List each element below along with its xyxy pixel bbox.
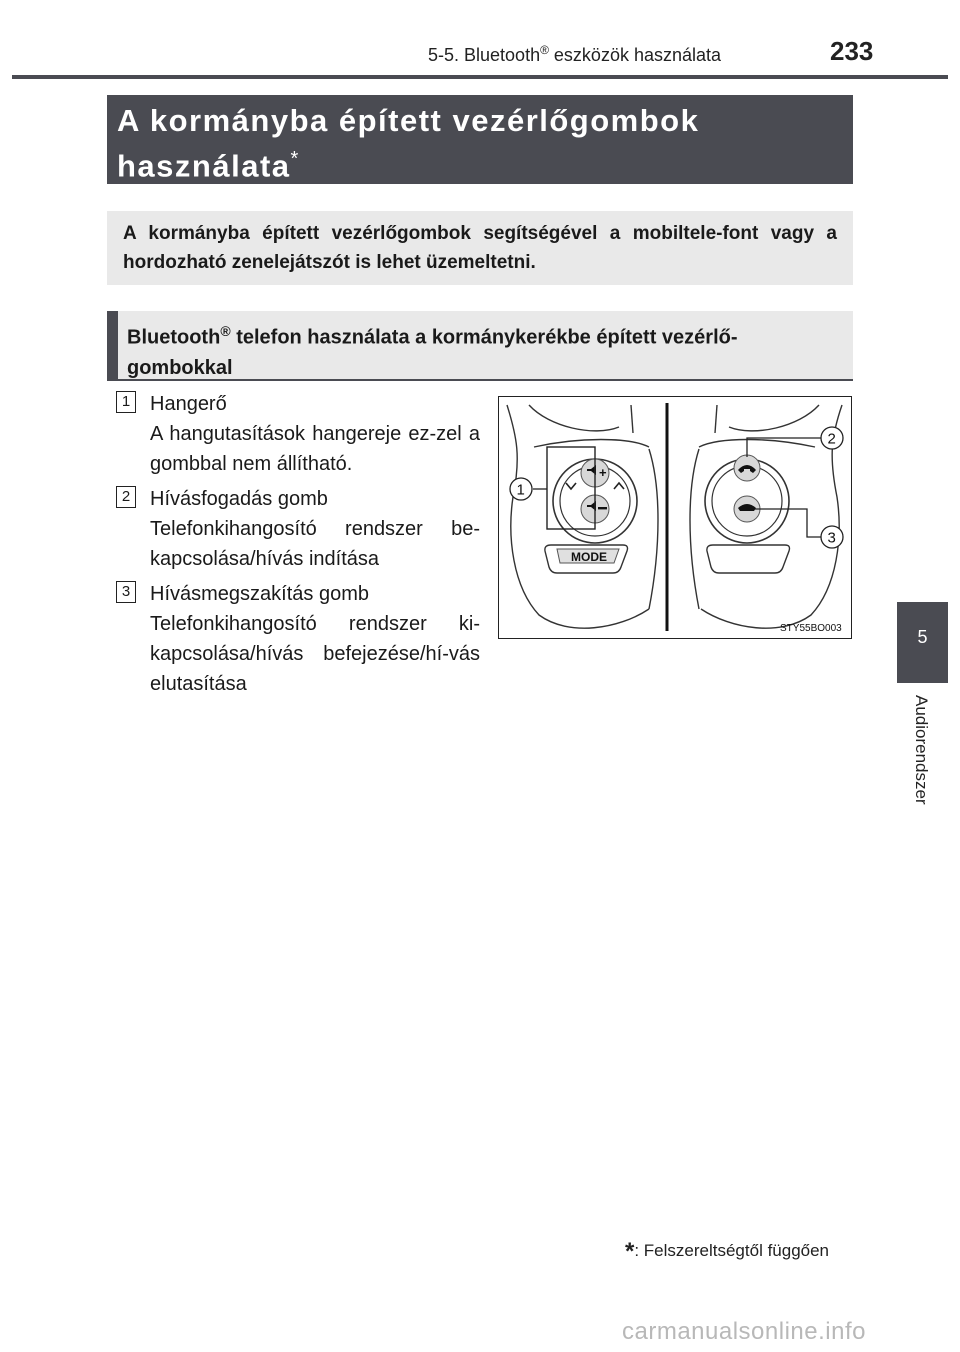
subheading: Bluetooth® telefon használata a kormánykerékbe épített vezérlő-gombokkal — [107, 311, 853, 381]
page-number: 233 — [830, 36, 874, 66]
callout-3: 3 — [827, 529, 836, 547]
item-heading: Hangerő — [150, 393, 227, 415]
item-description: A hangutasítások hangereje ez-zel a gombbal nem állítható. — [150, 423, 480, 475]
steering-wheel-illustration — [499, 397, 850, 637]
item-description: Telefonkihangosító rendszer ki-kapcsolása/hívás befejezése/hí-vás elutasítása — [150, 613, 480, 695]
mode-label: MODE — [571, 550, 607, 564]
mode-button-icon — [545, 545, 628, 573]
steering-controls-figure — [498, 396, 852, 639]
chapter-tab[interactable]: 5 — [897, 602, 948, 683]
page-title-bar — [107, 95, 853, 184]
item-heading: Hívásmegszakítás gomb — [150, 583, 369, 605]
header-divider — [12, 75, 948, 79]
item-number-badge: 3 — [116, 581, 136, 603]
figure-code: STY55BO003 — [780, 623, 842, 634]
callout-2: 2 — [827, 430, 836, 448]
section-title: 5-5. Bluetooth® eszközök használata — [428, 43, 722, 65]
list-item — [112, 484, 480, 574]
chapter-label: Audiorendszer — [912, 695, 931, 805]
page-title: A kormányba épített vezérlőgombok használata* — [117, 103, 700, 184]
svg-text:+: + — [599, 465, 607, 480]
intro-paragraph: A kormányba épített vezérlőgombok segítségével a mobiltele-font vagy a hordozható zenelejátszót is lehet üzemeltetni. — [107, 211, 853, 285]
item-number-badge: 1 — [116, 391, 136, 413]
footnote: *: Felszereltségtől függően — [625, 1238, 830, 1265]
phone-control-icon — [705, 455, 789, 543]
watermark: carmanualsonline.info — [622, 1318, 866, 1345]
item-description: Telefonkihangosító rendszer be-kapcsolása/hívás indítása — [150, 518, 480, 570]
list-item — [112, 579, 480, 699]
item-number-badge: 2 — [116, 486, 136, 508]
list-item — [112, 389, 480, 479]
asterisk-icon: * — [625, 1238, 635, 1265]
item-heading: Hívásfogadás gomb — [150, 488, 328, 510]
control-list — [112, 389, 480, 699]
callout-1: 1 — [516, 481, 525, 499]
